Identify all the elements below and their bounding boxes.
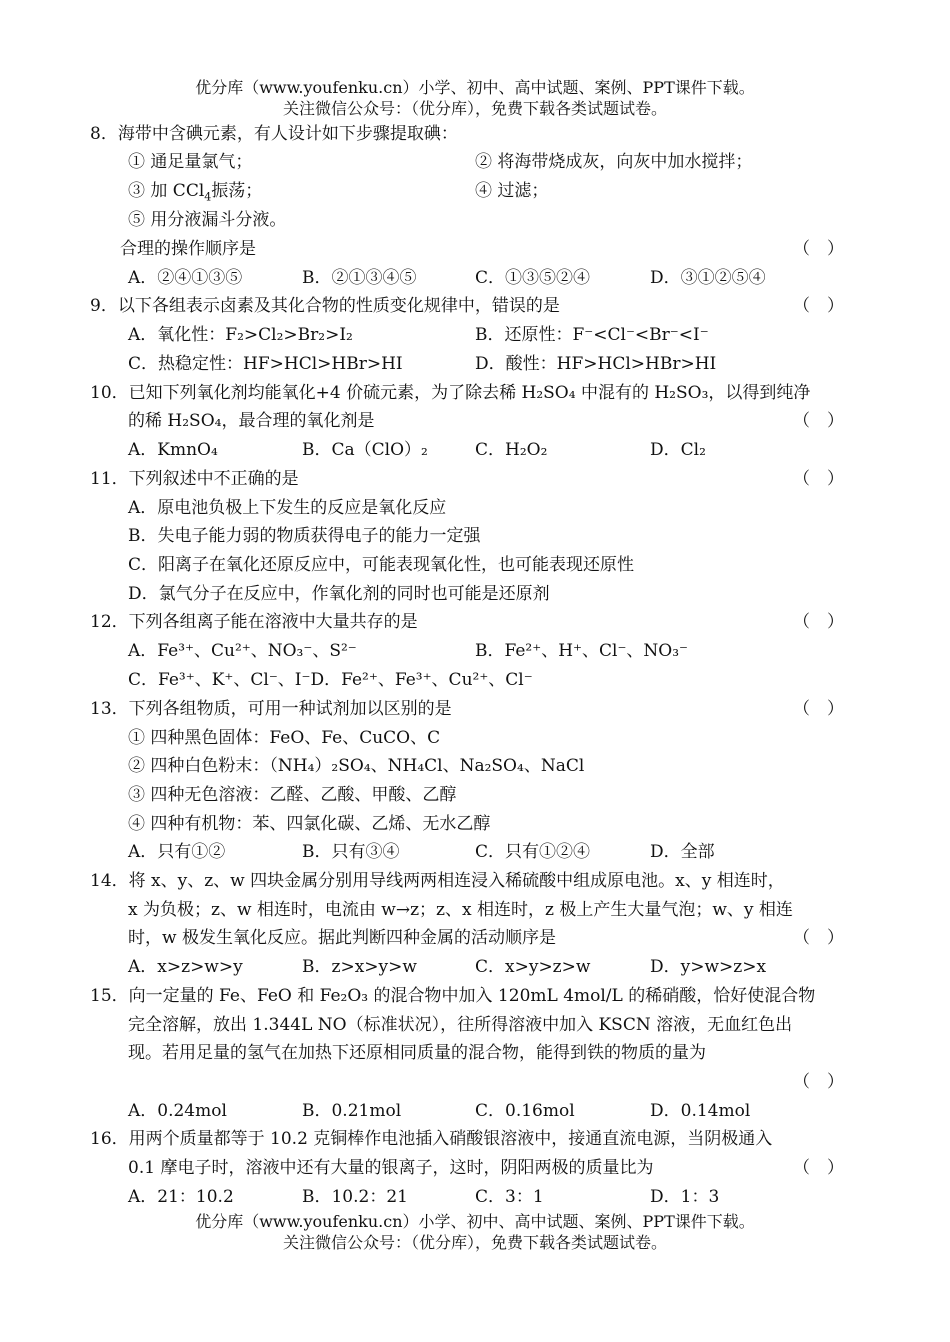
q16-stem-1: 16．用两个质量都等于 10.2 克铜棒作电池插入硝酸银溶液中，接通直流电源，当阴极通入 <box>90 1129 773 1149</box>
q11-stem: 11．下列叙述中不正确的是 <box>90 469 299 489</box>
q9-option-a: A．氧化性：F₂>Cl₂>Br₂>I₂ <box>128 325 353 345</box>
q14-answer-paren: （ ） <box>793 928 844 948</box>
q13-option-b: B．只有③④ <box>302 842 400 862</box>
q14-stem-2: x 为负极；z、w 相连时，电流由 w→z；z、x 相连时，z 极上产生大量气泡；w、y 相连 <box>128 900 793 920</box>
footer-line-1: 优分库（www.youfenku.cn）小学、初中、高中试题、案例、PPT课件下载。 <box>195 1212 755 1231</box>
q13-option-a: A．只有①② <box>128 842 226 862</box>
q9-option-c: C．热稳定性：HF>HCl>HBr>HI <box>128 354 403 374</box>
q13-item-3: ③ 四种无色溶液：乙醛、乙酸、甲酸、乙醇 <box>128 785 457 805</box>
q9-stem: 9．以下各组表示卤素及其化合物的性质变化规律中，错误的是 <box>90 296 560 316</box>
q12-answer-paren: （ ） <box>793 612 844 632</box>
q8-stem: 8．海带中含碘元素，有人设计如下步骤提取碘： <box>90 124 458 144</box>
q8-option-b: B．②①③④⑤ <box>302 268 417 288</box>
q15-option-c: C．0.16mol <box>475 1101 575 1121</box>
q13-option-c: C．只有①②④ <box>475 842 591 862</box>
q12-option-a: A．Fe³⁺、Cu²⁺、NO₃⁻、S²⁻ <box>128 641 357 661</box>
q15-option-d: D．0.14mol <box>650 1101 751 1121</box>
q14-stem-1: 14．将 x、y、z、w 四块金属分别用导线两两相连浸入稀硫酸中组成原电池。x、y 相连时， <box>90 871 785 891</box>
q12-option-b: B．Fe²⁺、H⁺、Cl⁻、NO₃⁻ <box>475 641 689 661</box>
q15-stem-1: 15．向一定量的 Fe、FeO 和 Fe₂O₃ 的混合物中加入 120mL 4mol/L 的稀硝酸，恰好使混合物 <box>90 986 816 1006</box>
footer-line-2: 关注微信公众号：（优分库），免费下载各类试题试卷。 <box>282 1233 667 1252</box>
q11-option-d: D．氯气分子在反应中，作氧化剂的同时也可能是还原剂 <box>128 584 550 604</box>
q16-option-a: A．21：10.2 <box>128 1187 234 1207</box>
q9-option-b: B．还原性：F⁻<Cl⁻<Br⁻<I⁻ <box>475 325 709 345</box>
q13-item-2: ② 四种白色粉末：（NH₄）₂SO₄、NH₄Cl、Na₂SO₄、NaCl <box>128 756 585 776</box>
q9-answer-paren: （ ） <box>793 296 844 316</box>
q9-option-d: D．酸性：HF>HCl>HBr>HI <box>475 354 717 374</box>
q10-answer-paren: （ ） <box>793 411 844 431</box>
q12-stem: 12．下列各组离子能在溶液中大量共存的是 <box>90 612 418 632</box>
q11-option-a: A．原电池负极上下发生的反应是氧化反应 <box>128 498 447 518</box>
q8-option-c: C．①③⑤②④ <box>475 268 591 288</box>
q13-stem: 13．下列各组物质，可用一种试剂加以区别的是 <box>90 699 452 719</box>
q14-option-b: B．z>x>y>w <box>302 957 417 977</box>
q15-stem-3: 现。若用足量的氢气在加热下还原相同质量的混合物，能得到铁的物质的量为 <box>128 1043 706 1063</box>
q10-stem-1: 10．已知下列氧化剂均能氧化+4 价硫元素，为了除去稀 H₂SO₄ 中混有的 H₂SO₃，以得到纯净 <box>90 383 811 403</box>
q10-option-a: A．KmnO₄ <box>128 440 218 460</box>
q16-option-b: B．10.2：21 <box>302 1187 408 1207</box>
header-line-2: 关注微信公众号：（优分库），免费下载各类试题试卷。 <box>282 99 667 118</box>
q8-option-a: A．②④①③⑤ <box>128 268 243 288</box>
q11-answer-paren: （ ） <box>793 469 844 489</box>
q8-step-2: ② 将海带烧成灰，向灰中加水搅拌； <box>475 152 753 172</box>
q12-option-c-d: C．Fe³⁺、K⁺、Cl⁻、I⁻D．Fe²⁺、Fe³⁺、Cu²⁺、Cl⁻ <box>128 670 533 690</box>
q13-option-d: D．全部 <box>650 842 715 862</box>
q8-step-4: ④ 过滤； <box>475 181 549 201</box>
q16-option-c: C．3：1 <box>475 1187 544 1207</box>
q10-option-b: B．Ca（ClO）₂ <box>302 440 428 460</box>
q8-step-3-text-b: 振荡； <box>211 181 263 201</box>
q13-item-1: ① 四种黑色固体：FeO、Fe、CuCO、C <box>128 728 441 748</box>
q10-stem-2: 的稀 H₂SO₄，最合理的氧化剂是 <box>128 411 375 431</box>
q15-option-a: A．0.24mol <box>128 1101 227 1121</box>
q10-option-c: C．H₂O₂ <box>475 440 548 460</box>
q8-ask: 合理的操作顺序是 <box>120 239 256 259</box>
q8-answer-paren: （ ） <box>793 239 844 259</box>
q8-step-3-sub: 4 <box>204 190 212 204</box>
header-line-1: 优分库（www.youfenku.cn）小学、初中、高中试题、案例、PPT课件下载。 <box>195 78 755 97</box>
q11-option-c: C．阳离子在氧化还原反应中，可能表现氧化性，也可能表现还原性 <box>128 555 635 575</box>
q8-option-d: D．③①②⑤④ <box>650 268 766 288</box>
q13-item-4: ④ 四种有机物：苯、四氯化碳、乙烯、无水乙醇 <box>128 814 491 834</box>
q16-stem-2: 0.1 摩电子时，溶液中还有大量的银离子，这时，阴阳两极的质量比为 <box>128 1158 654 1178</box>
q14-stem-3: 时，w 极发生氧化反应。据此判断四种金属的活动顺序是 <box>128 928 556 948</box>
q16-option-d: D．1：3 <box>650 1187 720 1207</box>
q15-option-b: B．0.21mol <box>302 1101 402 1121</box>
q15-stem-2: 完全溶解，放出 1.344L NO（标准状况），往所得溶液中加入 KSCN 溶液，无血红色出 <box>128 1015 793 1035</box>
q14-option-c: C．x>y>z>w <box>475 957 591 977</box>
q8-step-3-text: ③ 加 CCl <box>128 181 205 201</box>
q11-option-b: B．失电子能力弱的物质获得电子的能力一定强 <box>128 526 481 546</box>
q8-step-1: ① 通足量氯气； <box>128 152 253 172</box>
q8-step-3 <box>128 177 262 205</box>
q14-option-a: A．x>z>w>y <box>128 957 243 977</box>
q8-step-5: ⑤ 用分液漏斗分液。 <box>128 210 287 230</box>
q14-option-d: D．y>w>z>x <box>650 957 767 977</box>
q10-option-d: D．Cl₂ <box>650 440 706 460</box>
q13-answer-paren: （ ） <box>793 699 844 719</box>
q15-answer-paren: （ ） <box>793 1072 844 1092</box>
q16-answer-paren: （ ） <box>793 1158 844 1178</box>
